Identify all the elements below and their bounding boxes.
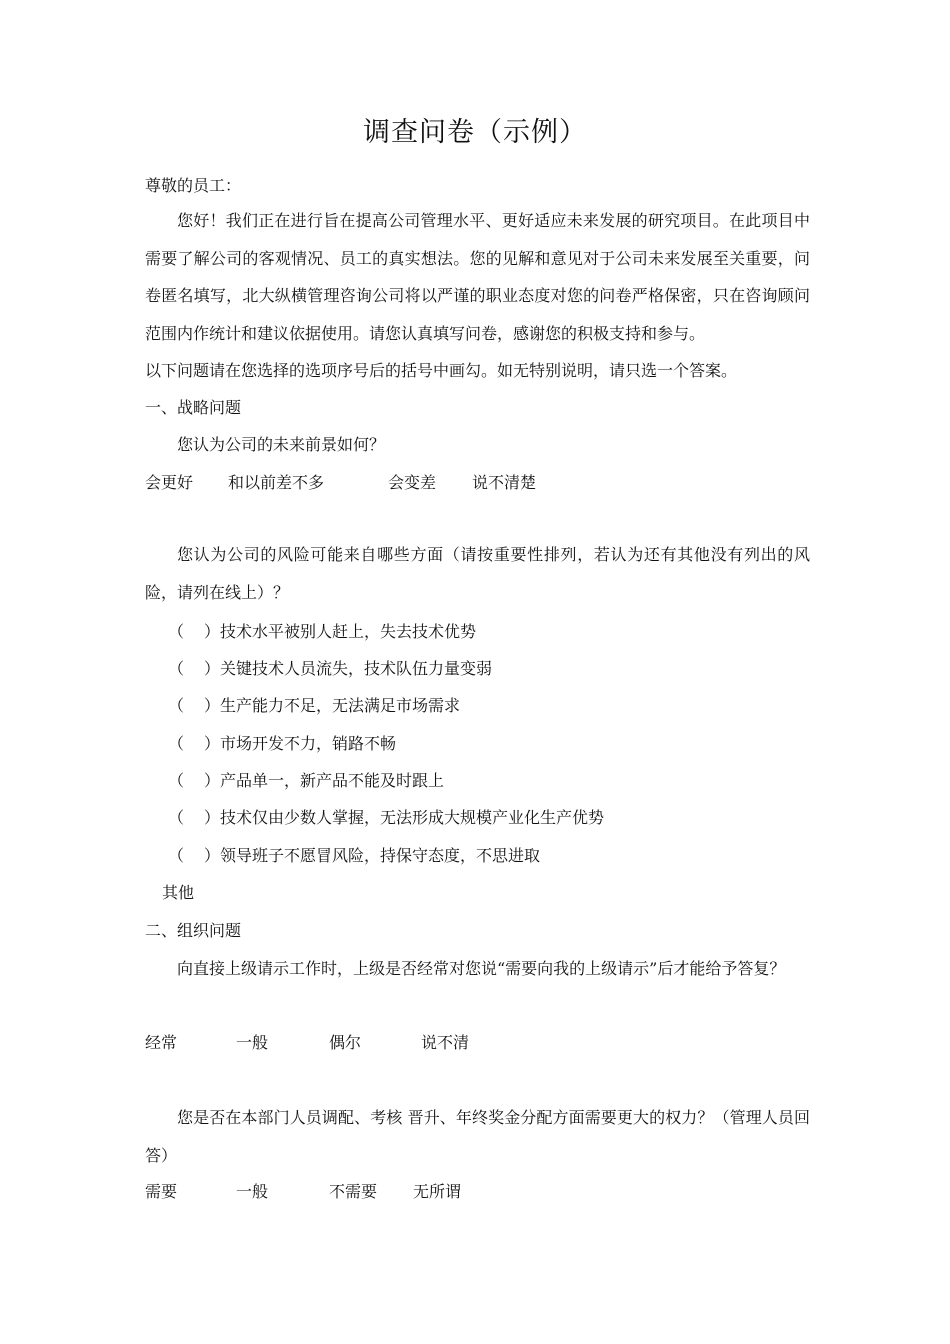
option-not-sure[interactable]: 说不清	[421, 1033, 470, 1052]
option-same[interactable]: 和以前差不多	[228, 473, 325, 492]
option-occasionally[interactable]: 偶尔	[329, 1033, 362, 1052]
risk-item: （ ）技术仅由少数人掌握，无法形成大规模产业化生产优势	[168, 808, 605, 827]
rank-field[interactable]: （ ）	[168, 846, 221, 865]
option-better[interactable]: 会更好	[145, 473, 194, 492]
question-superior-approval: 向直接上级请示工作时，上级是否经常对您说“需要向我的上级请示”后才能给予答复？	[177, 959, 786, 978]
question-more-authority: 您是否在本部门人员调配、考核 晋升、年终奖金分配方面需要更大的权力？（管理人员回答）	[145, 1108, 810, 1165]
question-future-outlook: 您认为公司的未来前景如何？	[177, 435, 386, 454]
intro-paragraph: 您好！我们正在进行旨在提高公司管理水平、更好适应未来发展的研究项目。在此项目中需要了解公司的客观情况、员工的真实想法。您的见解和意见对于公司未来发展至关重要，问卷匿名填写，北大纵横管理咨询公司将以严谨的职业态度对您的问卷严格保密，只在咨询顾问范围内作统计和建议依据使用。请您认真填写问卷，感谢您的积极支持和参与。	[145, 211, 810, 343]
option-unclear[interactable]: 说不清楚	[472, 473, 537, 492]
section-heading-organization: 二、组织问题	[145, 921, 242, 940]
option-need[interactable]: 需要	[145, 1182, 178, 1201]
risk-item: （ ）关键技术人员流失，技术队伍力量变弱	[168, 659, 493, 678]
section-heading-strategy: 一、战略问题	[145, 398, 242, 417]
risk-item: （ ）生产能力不足，无法满足市场需求	[168, 696, 461, 715]
question-risk-sources: 您认为公司的风险可能来自哪些方面（请按重要性排列，若认为还有其他没有列出的风险，请列在线上）？	[145, 545, 810, 602]
option-average[interactable]: 一般	[236, 1182, 269, 1201]
rank-field[interactable]: （ ）	[168, 771, 221, 790]
rank-field[interactable]: （ ）	[168, 622, 221, 641]
rank-field[interactable]: （ ）	[168, 734, 221, 753]
rank-field[interactable]: （ ）	[168, 659, 221, 678]
page-title: 调查问卷（示例）	[363, 117, 587, 148]
risk-other-field[interactable]: 其他	[162, 883, 195, 902]
option-average[interactable]: 一般	[236, 1033, 269, 1052]
rank-field[interactable]: （ ）	[168, 808, 221, 827]
option-not-needed[interactable]: 不需要	[329, 1182, 378, 1201]
salutation: 尊敬的员工：	[145, 176, 242, 195]
risk-item: （ ）市场开发不力，销路不畅	[168, 734, 397, 753]
risk-item: （ ）技术水平被别人赶上，失去技术优势	[168, 622, 477, 641]
option-worse[interactable]: 会变差	[388, 473, 437, 492]
instruction-text: 以下问题请在您选择的选项序号后的括号中画勾。如无特别说明，请只选一个答案。	[145, 361, 738, 380]
option-often[interactable]: 经常	[145, 1033, 178, 1052]
option-indifferent[interactable]: 无所谓	[413, 1182, 462, 1201]
risk-item: （ ）产品单一，新产品不能及时跟上	[168, 771, 445, 790]
rank-field[interactable]: （ ）	[168, 696, 221, 715]
risk-item: （ ）领导班子不愿冒风险，持保守态度，不思进取	[168, 846, 541, 865]
